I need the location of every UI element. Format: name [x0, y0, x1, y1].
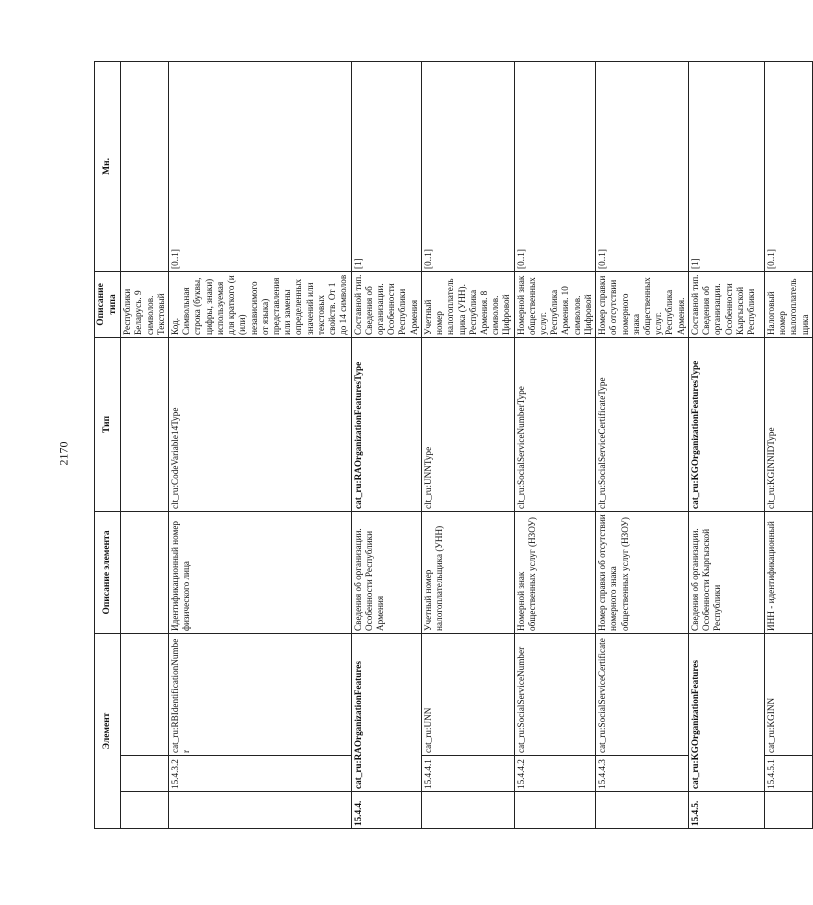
- element-name: cat_ru:SocialServiceCertificate: [596, 633, 689, 755]
- element-name: cat_ru:SocialServiceNumber: [514, 633, 596, 755]
- cell-empty: [764, 792, 812, 829]
- type-name: clt_ru:CodeVariable14Type: [169, 337, 352, 511]
- table-row: [421, 61, 514, 828]
- continuation-type-desc: Республики Беларусь. 9 символов. Текстовый: [121, 271, 169, 337]
- row-number: 15.4.4.1: [421, 756, 514, 792]
- header-row: [95, 61, 121, 828]
- type-name: clt_ru:SocialServiceCertificateType: [596, 337, 689, 511]
- type-desc: Код. Символьная строка (буквы, цифры, знаки) используемая для краткого (и (или) независимого от языка) представления или замены определенных значений или текстовых свойств. От 1 до 14 символов: [169, 271, 352, 337]
- type-name: clt_ru:KGINNIDType: [764, 337, 812, 511]
- table-row: [514, 61, 596, 828]
- cell-empty: [121, 756, 169, 792]
- multiplicity: [0..1]: [764, 61, 812, 271]
- element-desc: ИНН - идентификационный: [764, 511, 812, 633]
- cell-empty: [596, 792, 689, 829]
- table-row: [764, 61, 812, 828]
- element-name: cat_ru:RAOrganizationFeatures: [351, 633, 421, 791]
- type-desc: Составной тип. Сведения об организации. Особенности Республики Армения: [351, 271, 421, 337]
- multiplicity: [0..1]: [514, 61, 596, 271]
- multiplicity: [0..1]: [421, 61, 514, 271]
- row-number: 15.4.5.1: [764, 756, 812, 792]
- cell-empty: [421, 792, 514, 829]
- type-desc: Составной тип. Сведения об организации. Особенности Кыргызской Республики: [688, 271, 764, 337]
- cell-empty: [121, 633, 169, 755]
- cell-empty: [121, 511, 169, 633]
- type-name: cat_ru:RAOrganizationFeaturesType: [351, 337, 421, 511]
- cell-empty: [121, 337, 169, 511]
- multiplicity: [0..1]: [169, 61, 352, 271]
- type-name: cat_ru:KGOrganizationFeaturesType: [688, 337, 764, 511]
- row-number: 15.4.3.2: [169, 756, 352, 792]
- header-element: Элемент: [95, 633, 121, 828]
- header-element-desc: Описание элемента: [95, 511, 121, 633]
- type-desc: Учетный номер налогоплательщика (УНН). Республика Армения. 8 символов. Цифровой: [421, 271, 514, 337]
- element-name: cat_ru:UNN: [421, 633, 514, 755]
- cell-empty: [514, 792, 596, 829]
- rotated-table-container: [94, 62, 810, 829]
- header-type-desc: Описание типа: [95, 271, 121, 337]
- element-desc: Учетный номер налогоплательщика (УНН): [421, 511, 514, 633]
- cell-empty: [169, 792, 352, 829]
- element-name: cat_ru:KGINN: [764, 633, 812, 755]
- element-desc: Идентификационный номер физического лица: [169, 511, 352, 633]
- element-name: cat_ru:RBIdentificationNumber: [169, 633, 352, 755]
- element-desc: Сведения об организации. Особенности Республики Армения: [351, 511, 421, 633]
- header-type: Тип: [95, 337, 121, 511]
- document-table: [94, 61, 813, 829]
- multiplicity: [1]: [351, 61, 421, 271]
- type-desc: Номер справки об отсутствии номерного знака общественных услуг. Республика Армения.: [596, 271, 689, 337]
- type-name: clt_ru:SocialServiceNumberType: [514, 337, 596, 511]
- element-name: cat_ru:KGOrganizationFeatures: [688, 633, 764, 791]
- type-name: clt_ru:UNNType: [421, 337, 514, 511]
- row-number: 15.4.4.3: [596, 756, 689, 792]
- table-row: [596, 61, 689, 828]
- cell-empty: [121, 792, 169, 829]
- element-desc: Номерной знак общественных услуг (НЗОУ): [514, 511, 596, 633]
- element-desc: Номер справки об отсутствии номерного знака общественных услуг (НЗОУ): [596, 511, 689, 633]
- table-row: [169, 61, 352, 828]
- table-row: [351, 61, 421, 828]
- element-desc: Сведения об организации. Особенности Кыргызской Республики: [688, 511, 764, 633]
- section-number: 15.4.5.: [688, 792, 764, 829]
- row-number: 15.4.4.2: [514, 756, 596, 792]
- type-desc: Номерной знак общественных услуг. Республика Армения. 10 символов. Цифровой: [514, 271, 596, 337]
- multiplicity: [0..1]: [596, 61, 689, 271]
- table-row: [688, 61, 764, 828]
- multiplicity: [1]: [688, 61, 764, 271]
- section-number: 15.4.4.: [351, 792, 421, 829]
- continuation-row: [121, 61, 169, 828]
- header-multiplicity: Мн.: [95, 61, 121, 271]
- cell-empty: [121, 61, 169, 271]
- type-desc: Налоговый номер налогоплательщика: [764, 271, 812, 337]
- page-number: 2170: [56, 441, 71, 466]
